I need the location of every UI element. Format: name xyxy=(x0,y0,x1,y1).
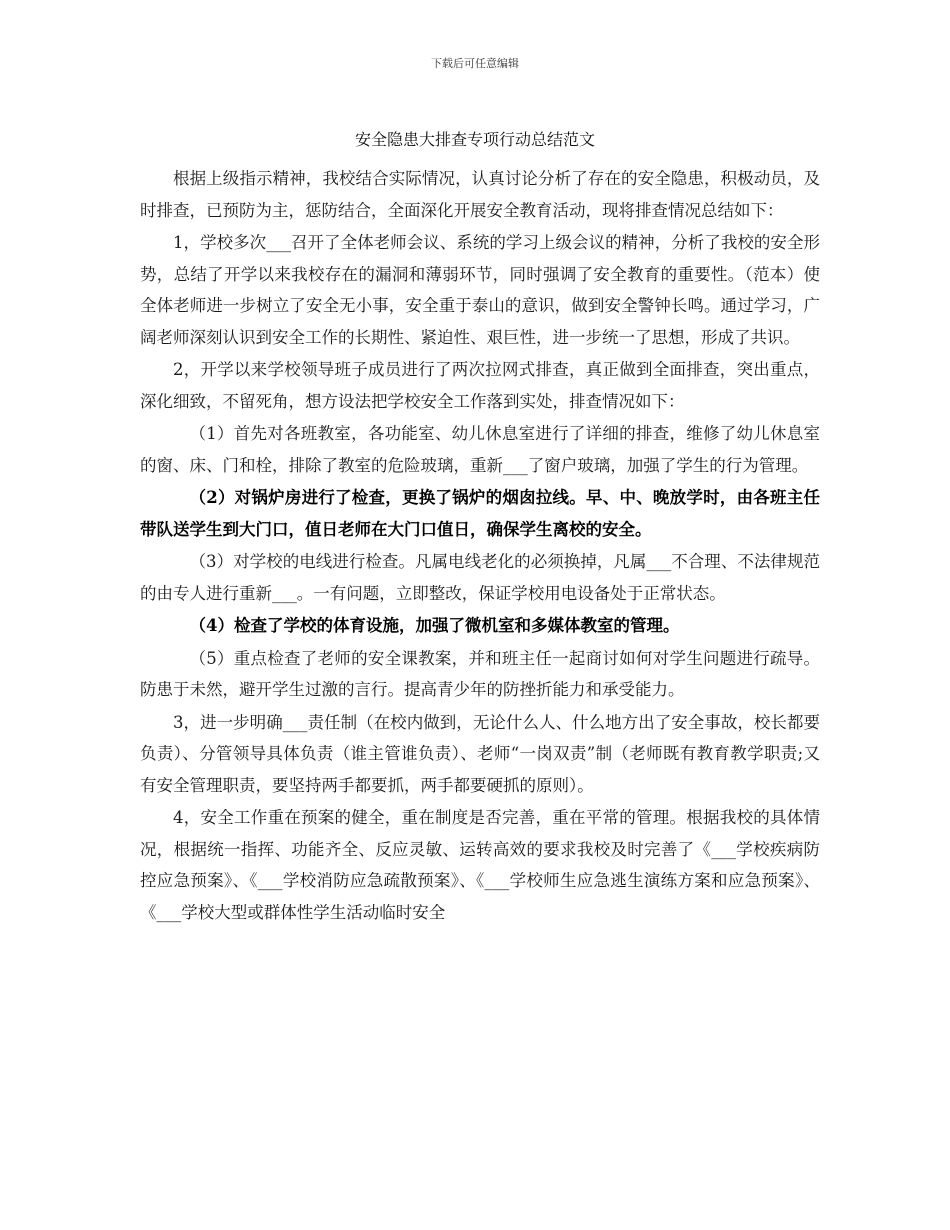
paragraph-subitem-3: （3）对学校的电线进行检查。凡属电线老化的必须换掉，凡属___不合理、不法律规范的由专人进行重新___。一有问题，立即整改，保证学校用电设备处于正常状态。 xyxy=(140,552,820,603)
document-title: 安全隐患大排查专项行动总结范文 xyxy=(354,130,595,149)
header-note: 下载后可任意编辑 xyxy=(431,57,519,70)
paragraph-subitem-1: （1）首先对各班教室，各功能室、幼儿休息室进行了详细的排查，维修了幼儿休息室的窗、床、门和栓，排除了教室的危险玻璃，重新___了窗户玻璃，加强了学生的行为管理。 xyxy=(140,424,820,475)
paragraph-item-4: 4，安全工作重在预案的健全，重在制度是否完善，重在平常的管理。根据我校的具体情况，根据统一指挥、功能齐全、反应灵敏、运转高效的要求我校及时完善了《___学校疾病防控应急预案》、《___学校消防应急疏散预案》、《___学校师生应急逃生演练方案和应急预案》、《___学校大型或群体性学生活动临时安全 xyxy=(140,808,820,922)
paragraph-item-1: 1，学校多次___召开了全体老师会议、系统的学习上级会议的精神，分析了我校的安全形势，总结了开学以来我校存在的漏洞和薄弱环节，同时强调了安全教育的重要性。（范本）使全体老师进一步树立了安全无小事，安全重于泰山的意识，做到安全警钟长鸣。通过学习，广阔老师深刻认识到安全工作的长期性、紧迫性、艰巨性，进一步统一了思想，形成了共识。 xyxy=(140,233,820,347)
paragraph-item-2: 2，开学以来学校领导班子成员进行了两次拉网式排查，真正做到全面排查，突出重点，深化细致，不留死角，想方设法把学校安全工作落到实处，排查情况如下： xyxy=(140,360,820,411)
document-body xyxy=(140,163,820,929)
paragraph-subitem-5: （5）重点检查了老师的安全课教案，并和班主任一起商讨如何对学生问题进行疏导。防患于未然，避开学生过激的言行。提高青少年的防挫折能力和承受能力。 xyxy=(140,648,820,699)
paragraph-subitem-4: （4）检查了学校的体育设施，加强了微机室和多媒体教室的管理。 xyxy=(189,616,680,635)
paragraph-item-3: 3，进一步明确___责任制（在校内做到，无论什么人、什么地方出了安全事故，校长都要负责）、分管领导具体负责（谁主管谁负责）、老师“一岗双责”制（老师既有教育教学职责;又有安全管理职责，要坚持两手都要抓，两手都要硬抓的原则）。 xyxy=(140,712,820,795)
paragraph-intro: 根据上级指示精神，我校结合实际情况，认真讨论分析了存在的安全隐患，积极动员，及时排查，已预防为主，惩防结合，全面深化开展安全教育活动，现将排查情况总结如下： xyxy=(140,169,820,220)
paragraph-subitem-2: （2）对锅炉房进行了检查，更换了锅炉的烟囱拉线。早、中、晚放学时，由各班主任带队送学生到大门口，值日老师在大门口值日，确保学生离校的安全。 xyxy=(140,488,820,539)
